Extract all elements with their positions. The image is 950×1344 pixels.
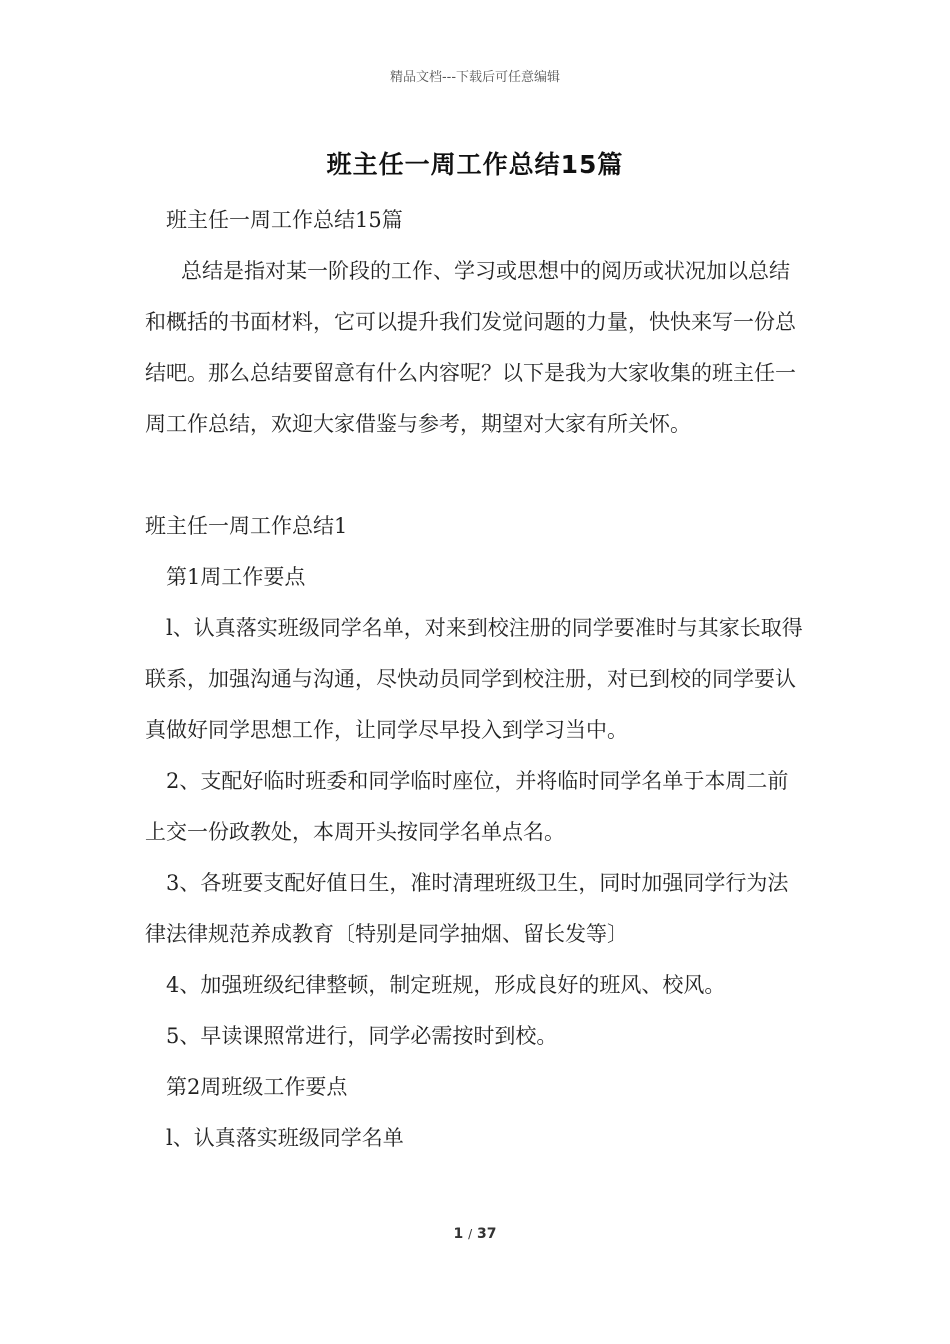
page-footer	[0, 1226, 950, 1242]
list-item: 3、各班要支配好值日生，准时清理班级卫生，同时加强同学行为法律法律规范养成教育〔特别是同学抽烟、留长发等〕	[145, 871, 789, 946]
section-heading: 班主任一周工作总结1	[145, 514, 348, 538]
document-body	[145, 195, 807, 1164]
list-item: 4、加强班级纪律整顿，制定班规，形成良好的班风、校风。	[166, 973, 726, 997]
intro-paragraph: 总结是指对某一阶段的工作、学习或思想中的阅历或状况加以总结和概括的书面材料，它可以提升我们发觉问题的力量，快快来写一份总结吧。那么总结要留意有什么内容呢？以下是我为大家收集的班主任一周工作总结，欢迎大家借鉴与参考，期望对大家有所关怀。	[145, 259, 796, 436]
list-item: 2、支配好临时班委和同学临时座位，并将临时同学名单于本周二前上交一份政教处，本周开头按同学名单点名。	[145, 769, 789, 844]
document-subtitle: 班主任一周工作总结15篇	[166, 208, 403, 232]
page-separator: /	[468, 1227, 473, 1241]
list-item: l、认真落实班级同学名单，对来到校注册的同学要准时与其家长取得联系，加强沟通与沟通，尽快动员同学到校注册，对已到校的同学要认真做好同学思想工作，让同学尽早投入到学习当中。	[145, 616, 803, 742]
document-title: 班主任一周工作总结15篇	[326, 150, 624, 179]
paragraph-spacer	[145, 450, 807, 501]
week1-heading: 第1周工作要点	[166, 565, 306, 589]
list-item: l、认真落实班级同学名单	[166, 1126, 404, 1150]
page-number: 1	[453, 1226, 464, 1242]
week2-heading: 第2周班级工作要点	[166, 1075, 348, 1099]
page-header: 精品文档---下载后可任意编辑	[389, 70, 561, 85]
list-item: 5、早读课照常进行，同学必需按时到校。	[166, 1024, 558, 1048]
page-total: 37	[477, 1226, 497, 1242]
